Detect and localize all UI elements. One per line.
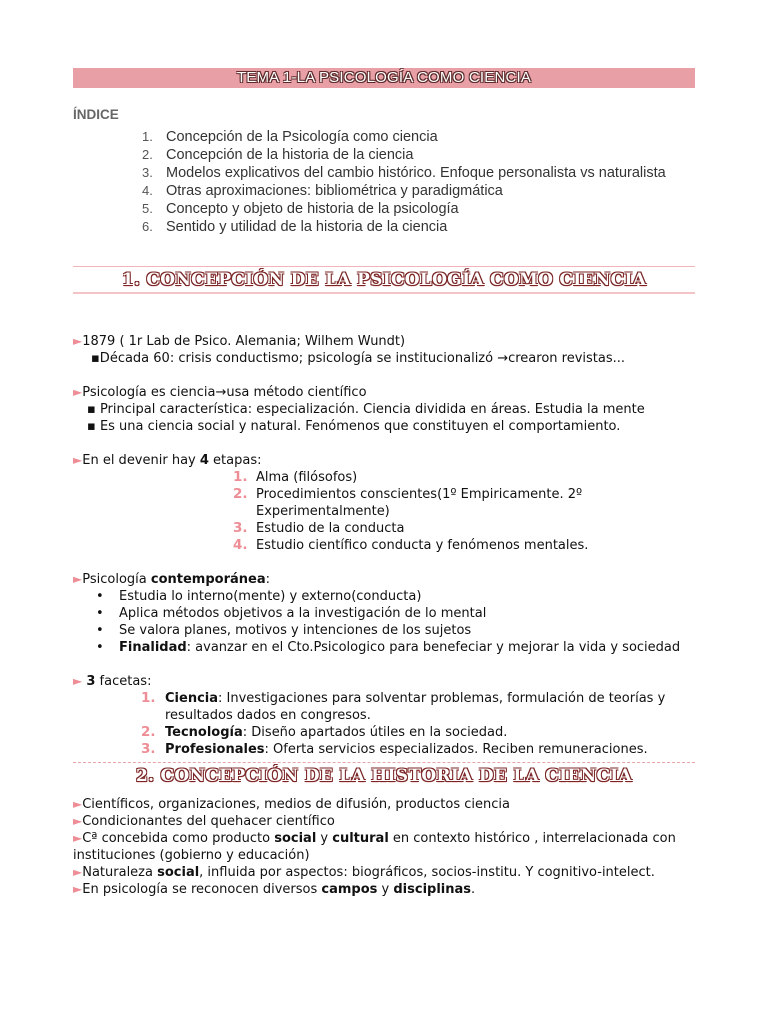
stage-number: 4. [233,537,248,553]
bold-text: social [274,831,317,846]
text: en contexto histórico , interrelacionada con instituciones (gobierno y educación) [73,831,676,863]
sub-line: ▪ Es una ciencia social y natural. Fenómenos que constituyen el comportamiento. [87,419,621,434]
text: Estudia lo interno(mente) y externo(conducta) [119,589,422,604]
triangle-bullet-icon: ► [73,385,83,399]
section-1-heading: 1. CONCEPCIÓN DE LA PSICOLOGÍA COMO CIENCIA [73,266,695,294]
sub-line: ▪ Principal característica: especialización. Ciencia dividida en áreas. Estudia la mente [87,402,645,417]
list-item [73,605,695,622]
text: : [265,572,270,587]
stage-text: Alma (filósofos) [256,470,358,485]
text: . [471,882,476,897]
contemporary-list [73,588,695,656]
index-text: Otras aproximaciones: bibliométrica y paradigmática [166,183,503,199]
document-page [73,68,695,898]
bold-text: social [157,865,200,880]
list-item [73,622,695,639]
text: : avanzar en el Cto.Psicologico para benefeciar y mejorar la vida y sociedad [186,640,681,655]
stage-item [73,469,695,486]
facet-item [73,690,695,724]
index-text: Concepción de la Psicología como ciencia [166,129,438,145]
bold-text: 3 [86,674,96,689]
text: Cª concebida como producto [82,831,275,846]
bold-text: Tecnología [165,725,243,740]
index-number: 4. [142,183,153,198]
triangle-bullet-icon: ► [73,674,83,688]
paragraph [73,452,695,469]
paragraph [73,673,695,690]
facet-number: 2. [141,724,156,740]
paragraph [73,864,695,881]
triangle-bullet-icon: ► [73,865,83,879]
index-number: 6. [142,219,153,234]
text: Naturaleza [82,865,158,880]
facet-number: 1. [141,690,156,706]
text: y [316,831,333,846]
bold-text: cultural [332,831,389,846]
list-item [73,588,695,605]
text: Condicionantes del quehacer científico [82,814,335,829]
triangle-bullet-icon: ► [73,814,83,828]
text: Psicología es ciencia→usa método científico [82,385,367,400]
bullet-icon: • [96,640,104,655]
bold-text: contemporánea [150,572,266,587]
index-text: Concepción de la historia de la ciencia [166,147,414,163]
index-text: Concepto y objeto de historia de la psicología [166,201,459,217]
text: , influida por aspectos: biográficos, socios-institu. Y cognitivo-intelect. [199,865,655,880]
bullet-icon: • [96,623,104,638]
document-title: TEMA 1-LA PSICOLOGÍA COMO CIENCIA [73,68,695,88]
stage-number: 1. [233,469,248,485]
triangle-bullet-icon: ► [73,831,83,845]
paragraph [73,830,695,864]
paragraph [73,571,695,588]
stage-number: 3. [233,520,248,536]
facet-number: 3. [141,741,156,757]
text: 1879 ( 1r Lab de Psico. Alemania; Wilhem Wundt) [82,334,406,349]
text: : Oferta servicios especializados. Reciben remuneraciones. [264,742,648,757]
bullet-icon: • [96,589,104,604]
bullet-icon: • [96,606,104,621]
stage-text: Estudio de la conducta [256,521,405,536]
triangle-bullet-icon: ► [73,572,83,586]
stages-list [73,469,695,554]
text: etapas: [208,453,262,468]
index-list [73,128,695,236]
index-number: 1. [142,129,153,144]
facet-item [73,741,695,758]
text: : Investigaciones para solventar problemas, formulación de teorías y resultados dados en congresos. [165,691,666,723]
index-item [142,182,695,200]
paragraph [73,333,695,350]
text: y [377,882,394,897]
stage-text: Procedimientos conscientes(1º Empiricamente. 2º Experimentalmente) [256,487,583,519]
bold-text: disciplinas [393,882,472,897]
triangle-bullet-icon: ► [73,453,83,467]
stage-item [73,486,695,520]
index-label: ÍNDICE [73,107,119,122]
facet-item [73,724,695,741]
index-number: 5. [142,201,153,216]
paragraph [73,796,695,813]
list-item [73,639,695,656]
triangle-bullet-icon: ► [73,882,83,896]
index-number: 2. [142,147,153,162]
text: Se valora planes, motivos y intenciones de los sujetos [119,623,472,638]
text: : Diseño apartados útiles en la sociedad. [242,725,508,740]
index-item [142,128,695,146]
paragraph [73,813,695,830]
text: Psicología [82,572,151,587]
index-text: Modelos explicativos del cambio histórico. Enfoque personalista vs naturalista [166,165,666,181]
text: En psicología se reconocen diversos [82,882,322,897]
index-item [142,218,695,236]
facets-list [73,690,695,758]
bold-text: Profesionales [165,742,265,757]
stage-number: 2. [233,486,248,502]
index-text: Sentido y utilidad de la historia de la ciencia [166,219,448,235]
triangle-bullet-icon: ► [73,334,83,348]
text: Aplica métodos objetivos a la investigación de lo mental [119,606,487,621]
section-2-heading: 2. CONCEPCIÓN DE LA HISTORIA DE LA CIENCIA [73,762,695,788]
index-item [142,146,695,164]
stage-item [73,520,695,537]
stage-text: Estudio científico conducta y fenómenos mentales. [256,538,589,553]
bold-text: 4 [199,453,209,468]
text: En el devenir hay [82,453,200,468]
text: facetas: [95,674,152,689]
index-item [142,200,695,218]
stage-item [73,537,695,554]
bold-text: campos [321,882,378,897]
sub-line: ▪Década 60: crisis conductismo; psicología se institucionalizó →crearon revistas... [91,351,626,366]
bold-text: Ciencia [165,691,219,706]
index-number: 3. [142,165,153,180]
paragraph [73,384,695,401]
paragraph [73,881,695,898]
text: Científicos, organizaciones, medios de difusión, productos ciencia [82,797,510,812]
index-item [142,164,695,182]
bold-text: Finalidad [119,640,187,655]
triangle-bullet-icon: ► [73,797,83,811]
